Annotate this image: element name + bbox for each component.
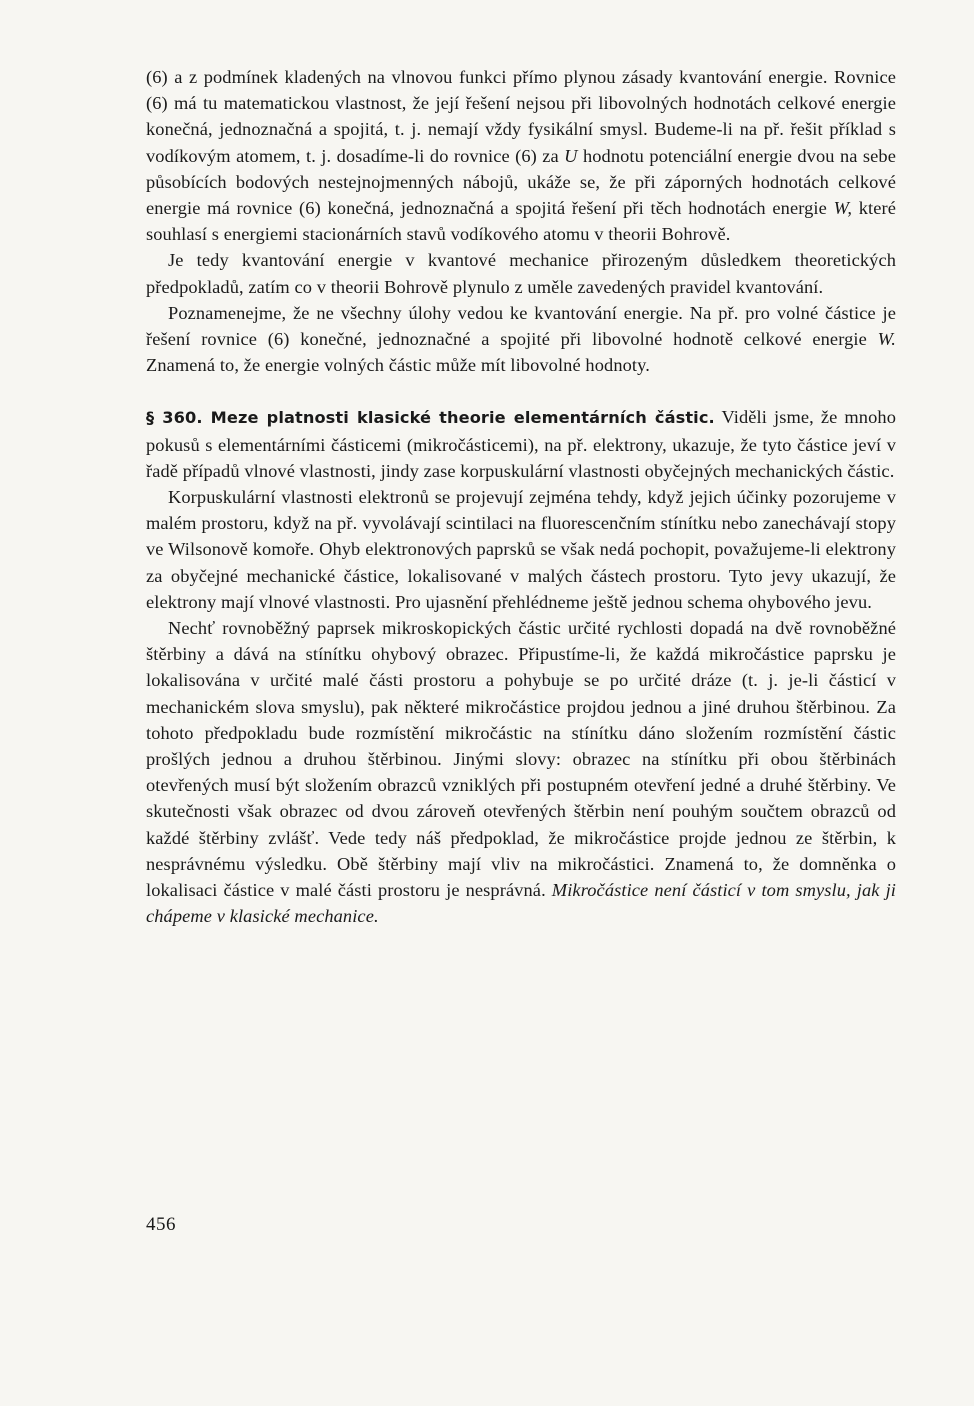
paragraph-1-text-b: hodnotu potenciální energie dvou na sebe působících bodových nestejnojmenných nábojů, ukáže se, že při záporných hodnotách celkové energie má rovnice (6) konečná, jednoznačná a spojitá řešení při těch hodnotách energie [146,145,896,219]
paragraph-1 [146,64,896,247]
variable-w-2: W. [877,329,896,350]
variable-w: W, [833,198,853,219]
paragraph-5: Korpuskulární vlastnosti elektronů se projevují zejména tehdy, když jejich účinky pozorujeme v malém prostoru, když na př. vyvolávají scintilaci na fluorescenčním stínítku nebo zanechávají stopy ve Wilsonově komoře. Ohyb elektronových paprsků se však nedá pochopit, považujeme-li elektrony za obyčejné mechanické částice, lokalisované v malých částech prostoru. Tyto jevy ukazují, že elektrony mají vlnové vlastnosti. Pro ujasnění přehlédneme ještě jednou schema ohybového jevu. [146,487,896,612]
paragraph-4-text: Viděli jsme, že mnoho pokusů s elementárními částicemi (mikročásticemi), na př. elektrony, ukazuje, že tyto částice jeví v řadě případů vlnové vlastnosti, jindy zase korpuskulární vlastnosti obyčejných mechanických částic. [146,407,896,481]
variable-u: U [564,145,578,166]
section-360-paragraph [146,404,896,484]
emphasized-conclusion: Mikročástice není částicí v tom smyslu, jak ji chápeme v klasické mechanice. [146,880,896,927]
body-text [146,64,896,930]
paragraph-1-text-c: které souhlasí s energiemi stacionárních stavů vodíkového atomu v theorii Bohrově. [146,198,896,245]
paragraph-3-text: Poznamenejme, že ne všechny úlohy vedou ke kvantování energie. Na př. pro volné částice je řešení rovnice (6) konečné, jednoznačné a spojité při libovolné hodnotě celkové energie [146,302,896,350]
paragraph-2: Je tedy kvantování energie v kvantové mechanice přirozeným důsledkem theoretických předpokladů, zatím co v theorii Bohrově plynulo z uměle zavedených pravidel kvantování. [146,250,896,297]
paragraph-6-text: Nechť rovnoběžný paprsek mikroskopických částic určité rychlosti dopadá na dvě rovnoběžné štěrbiny a dává na stínítku ohybový obrazec. Připustíme-li, že každá mikročástice paprsku je lokalisována v určité malé části prostoru a pohybuje se po určité dráze (t. j. je-li částicí v mechanickém slova smyslu), pak některé mikročástice projdou jednou a jiné druhou štěrbinou. Za tohoto předpokladu bude rozmístění mikročástic na stínítku dáno složením rozmístění částic prošlých jednou a druhou štěrbinou. Jinými slovy: obrazec na stínítku při obou štěrbinách otevřených musí být složením obrazců vzniklých při postupném otevření jedné a druhé štěrbiny. Ve skutečnosti však obrazec od dvou zároveň otevřených štěrbin není pouhým součtem obrazců od každé štěrbiny zvlášť. Vede tedy náš předpoklad, že mikročástice projde jednou ze štěrbin, k nesprávnému výsledku. Obě štěrbiny mají vliv na mikročástici. Znamená to, že domněnka o lokalisaci částice v malé části prostoru je nesprávná. [146,618,896,901]
paragraph-3 [146,300,896,379]
paragraph-3-text-b: Znamená to, že energie volných částic může mít libovolné hodnoty. [146,355,650,376]
section-heading: § 360. Meze platnosti klasické theorie elementárních částic. [146,408,715,428]
paragraph-6 [146,615,896,929]
paragraph-1-text: (6) a z podmínek kladených na vlnovou funkci přímo plynou zásady kvantování energie. Rovnice (6) má tu matematickou vlastnost, že její řešení nejsou při libovolných hodnotách celkové energie konečná, jednoznačná a spojitá, t. j. nemají vždy fysikální smysl. Budeme-li na př. řešit příklad s vodíkovým atomem, t. j. dosadíme-li do rovnice (6) za [146,67,896,166]
page-number: 456 [146,1214,176,1235]
